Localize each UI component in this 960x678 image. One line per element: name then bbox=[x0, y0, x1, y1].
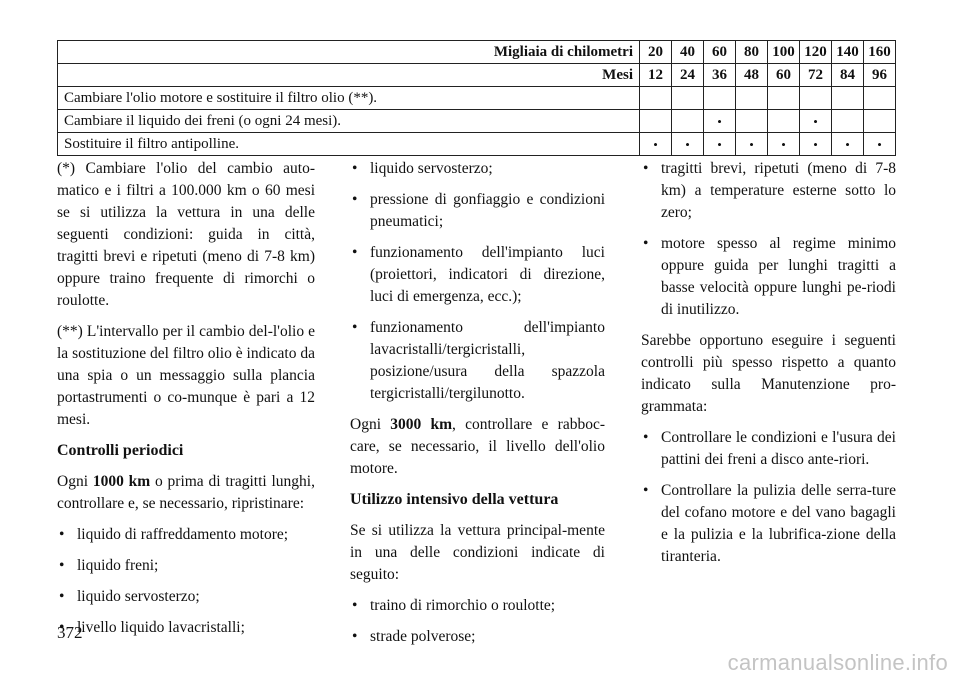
extra-check-list bbox=[641, 427, 896, 568]
schedule-mark: • bbox=[704, 110, 736, 133]
paragraph-intensive-use: Se si utilizza la vettura principal-mente in una delle condizioni indicate di seguito: bbox=[350, 522, 605, 583]
schedule-mark: • bbox=[832, 133, 864, 156]
km-cell: 100 bbox=[768, 41, 800, 64]
km-row bbox=[58, 41, 896, 64]
schedule-mark bbox=[640, 87, 672, 110]
schedule-mark bbox=[800, 87, 832, 110]
paragraph-1000km bbox=[57, 471, 315, 515]
km-cell: 40 bbox=[672, 41, 704, 64]
footnote-automatic-transmission: (*) Cambiare l'olio del cambio auto-matico e i filtri a 100.000 km o 60 mesi se si utilizza la vettura in una delle seguenti condizioni: guida in città, tragitti brevi e ripetuti (meno di 7-8 km) oppure traino frequente di rimorchi o roulotte. bbox=[57, 160, 315, 309]
operation-label: Cambiare l'olio motore e sostituire il filtro olio (**). bbox=[58, 87, 640, 110]
months-cell: 72 bbox=[800, 64, 832, 87]
operation-label: Cambiare il liquido dei freni (o ogni 24 mesi). bbox=[58, 110, 640, 133]
list-item: • liquido di raffreddamento motore; bbox=[57, 524, 315, 546]
list-item: • liquido servosterzo; bbox=[350, 158, 605, 180]
text-column-middle bbox=[350, 158, 605, 657]
list-item: • Controllare la pulizia delle serra-ture del cofano motore e del vano bagagli e la pulizia e la lubrifica-zione della tiranteria. bbox=[641, 480, 896, 568]
text-span: , controllare e rabboc-care, se necessario, il livello dell'olio motore. bbox=[350, 416, 605, 477]
schedule-mark: • bbox=[800, 110, 832, 133]
list-item: • pressione di gonfiaggio e condizioni pneumatici; bbox=[350, 189, 605, 233]
schedule-mark: • bbox=[704, 133, 736, 156]
watermark: carmanualsonline.info bbox=[727, 650, 948, 675]
operation-label: Sostituire il filtro antipolline. bbox=[58, 133, 640, 156]
schedule-mark bbox=[672, 110, 704, 133]
schedule-mark bbox=[832, 87, 864, 110]
text-span: o prima di tragitti lunghi, controllare e, se necessario, ripristinare: bbox=[57, 473, 315, 512]
text-column-right bbox=[641, 158, 896, 577]
list-item: • motore spesso al regime minimo oppure guida per lunghi tragitti a basse velocità oppure lunghi pe-riodi di inutilizzo. bbox=[641, 233, 896, 321]
condition-list-continued bbox=[641, 158, 896, 321]
schedule-mark: • bbox=[640, 133, 672, 156]
schedule-mark: • bbox=[800, 133, 832, 156]
operation-row-cabin-filter bbox=[58, 133, 896, 156]
months-row bbox=[58, 64, 896, 87]
check-list-1000km bbox=[57, 524, 315, 639]
list-item: • traino di rimorchio o roulotte; bbox=[350, 595, 605, 617]
operation-row-brake-fluid bbox=[58, 110, 896, 133]
schedule-mark bbox=[736, 87, 768, 110]
months-cell: 48 bbox=[736, 64, 768, 87]
km-cell: 80 bbox=[736, 41, 768, 64]
list-item: • Controllare le condizioni e l'usura dei pattini dei freni a disco ante-riori. bbox=[641, 427, 896, 471]
months-cell: 96 bbox=[864, 64, 896, 87]
schedule-mark bbox=[704, 87, 736, 110]
text-span: Ogni bbox=[57, 473, 93, 490]
km-cell: 120 bbox=[800, 41, 832, 64]
schedule-mark bbox=[672, 87, 704, 110]
months-header: Mesi bbox=[58, 64, 640, 87]
schedule-mark bbox=[864, 110, 896, 133]
list-item: • liquido freni; bbox=[57, 555, 315, 577]
months-cell: 84 bbox=[832, 64, 864, 87]
km-header: Migliaia di chilometri bbox=[58, 41, 640, 64]
list-item: • liquido servosterzo; bbox=[57, 586, 315, 608]
schedule-mark bbox=[736, 110, 768, 133]
paragraph-extra-checks: Sarebbe opportuno eseguire i seguenti controlli più spesso rispetto a quanto indicato sulla Manutenzione pro-grammata: bbox=[641, 332, 896, 415]
months-cell: 12 bbox=[640, 64, 672, 87]
schedule-mark bbox=[640, 110, 672, 133]
schedule-mark: • bbox=[672, 133, 704, 156]
check-list-continued bbox=[350, 158, 605, 405]
maintenance-schedule-table bbox=[57, 40, 896, 156]
km-cell: 140 bbox=[832, 41, 864, 64]
months-cell: 36 bbox=[704, 64, 736, 87]
schedule-mark bbox=[864, 87, 896, 110]
page-number: 372 bbox=[57, 623, 83, 642]
months-cell: 24 bbox=[672, 64, 704, 87]
km-cell: 160 bbox=[864, 41, 896, 64]
schedule-mark bbox=[768, 87, 800, 110]
operation-row-oil bbox=[58, 87, 896, 110]
paragraph-3000km bbox=[350, 414, 605, 480]
list-item: • livello liquido lavacristalli; bbox=[57, 617, 315, 639]
section-heading-intensive-use: Utilizzo intensivo della vettura bbox=[350, 491, 559, 508]
list-item: • funzionamento dell'impianto lavacristalli/tergicristalli, posizione/usura della spazzola tergicristalli/tergilunotto. bbox=[350, 317, 605, 405]
emphasis-3000km: 3000 km bbox=[390, 416, 453, 433]
condition-list bbox=[350, 595, 605, 648]
months-cell: 60 bbox=[768, 64, 800, 87]
list-item: • strade polverose; bbox=[350, 626, 605, 648]
emphasis-1000km: 1000 km bbox=[92, 473, 151, 490]
section-heading-periodic-checks: Controlli periodici bbox=[57, 442, 184, 459]
schedule-mark bbox=[832, 110, 864, 133]
schedule-mark: • bbox=[736, 133, 768, 156]
schedule-mark: • bbox=[864, 133, 896, 156]
list-item: • funzionamento dell'impianto luci (proiettori, indicatori di direzione, luci di emergenza, ecc.); bbox=[350, 242, 605, 308]
schedule-mark bbox=[768, 110, 800, 133]
footnote-oil-interval: (**) L'intervallo per il cambio del-l'olio e la sostituzione del filtro olio è indicato da una spia o un messaggio sulla plancia portastrumenti o co-munque è pari a 12 mesi. bbox=[57, 323, 315, 428]
km-cell: 60 bbox=[704, 41, 736, 64]
text-column-left bbox=[57, 158, 315, 648]
schedule-mark: • bbox=[768, 133, 800, 156]
list-item: • tragitti brevi, ripetuti (meno di 7-8 km) a temperature esterne sotto lo zero; bbox=[641, 158, 896, 224]
km-cell: 20 bbox=[640, 41, 672, 64]
text-span: Ogni bbox=[350, 416, 391, 433]
